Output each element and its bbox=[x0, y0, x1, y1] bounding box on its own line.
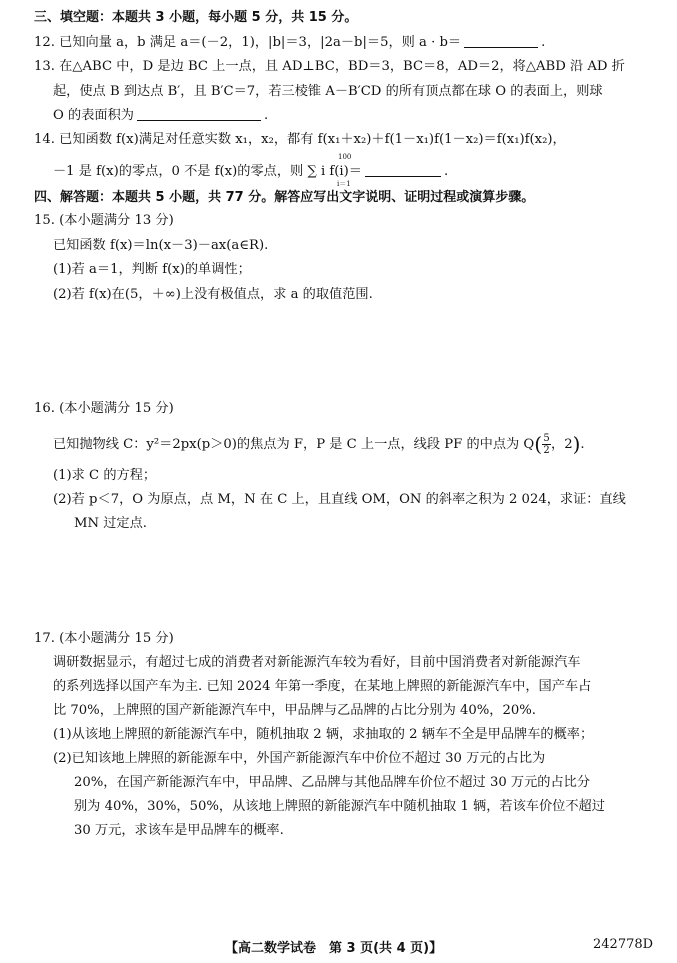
q16-stem-text: 已知抛物线 C：y²＝2px(p＞0)的焦点为 F，P 是 C 上一点，线段 PF 的中点为 Q bbox=[53, 437, 535, 452]
q17-part-2-line-4: 30 万元，求该车是甲品牌车的概率. bbox=[74, 823, 284, 838]
q17-part-2-line-3: 别为 40%，30%，50%，从该地上牌照的新能源汽车中随机抽取 1 辆，若该车价位不超过 bbox=[74, 799, 605, 814]
q14-end: . bbox=[443, 164, 449, 179]
q13-line-3 bbox=[53, 106, 268, 125]
q17-stem-line-3: 比 70%，上牌照的国产新能源汽车中，甲品牌与乙品牌的占比分别为 40%，20%. bbox=[53, 703, 536, 718]
q15-stem: 已知函数 f(x)＝ln(x－3)－ax(a∈R). bbox=[53, 238, 269, 253]
section-header-fill-in: 三、填空题：本题共 3 小题，每小题 5 分，共 15 分。 bbox=[34, 10, 358, 25]
q16-stem bbox=[53, 433, 585, 456]
q17-stem-line-1: 调研数据显示，有超过七成的消费者对新能源汽车较为看好，目前中国消费者对新能源汽车 bbox=[53, 655, 581, 670]
question-12 bbox=[34, 33, 545, 52]
q15-part-2: (2)若 f(x)在(5，＋∞)上没有极值点，求 a 的取值范围. bbox=[53, 287, 373, 302]
q16-title: 16. (本小题满分 15 分) bbox=[34, 401, 174, 416]
q17-stem-line-2: 的系列选择以国产车为主. 已知 2024 年第一季度，在某地上牌照的新能源汽车中，国产车占 bbox=[53, 679, 592, 694]
q16-point-q-tail: ，2 bbox=[551, 437, 573, 452]
q16-fraction-numerator: 5 bbox=[543, 433, 550, 444]
q15-title: 15. (本小题满分 13 分) bbox=[34, 213, 174, 228]
q12-text: 12. 已知向量 a，b 满足 a＝(－2，1)，|b|＝3，|2a－b|＝5，则 a · b＝ bbox=[34, 35, 462, 50]
q12-end: . bbox=[541, 35, 546, 50]
q13-answer-blank[interactable] bbox=[137, 107, 261, 121]
q14-line-2-text: －1 是 f(x)的零点，0 不是 f(x)的零点，则 ∑ i f(i)＝ bbox=[53, 164, 362, 179]
q16-fraction-denominator: 2 bbox=[543, 445, 550, 456]
footer-page-title: 【高二数学试卷 第 3 页(共 4 页)】 bbox=[225, 941, 443, 956]
q17-title: 17. (本小题满分 15 分) bbox=[34, 631, 174, 646]
q13-end: . bbox=[263, 108, 269, 123]
footer-paper-code: 242778D bbox=[593, 937, 654, 952]
q14-answer-blank[interactable] bbox=[365, 163, 441, 177]
q13-line-1: 13. 在△ABC 中，D 是边 BC 上一点，且 AD⊥BC，BD＝3，BC＝8，AD＝2，将△ABD 沿 AD 折 bbox=[34, 59, 625, 74]
q15-part-1: (1)若 a＝1，判断 f(x)的单调性； bbox=[53, 262, 251, 277]
q16-part-2-line-2: MN 过定点. bbox=[74, 516, 147, 531]
q17-part-1: (1)从该地上牌照的新能源汽车中，随机抽取 2 辆，求抽取的 2 辆车不全是甲品牌车的概率； bbox=[53, 727, 594, 742]
q14-line-1: 14. 已知函数 f(x)满足对任意实数 x₁，x₂，都有 f(x₁＋x₂)＋f(1－x₁)f(1－x₂)＝f(x₁)f(x₂)， bbox=[34, 132, 566, 147]
q13-line-3-text: O 的表面积为 bbox=[53, 108, 134, 123]
q13-line-2: 起，使点 B 到达点 B′，且 B′C＝7，若三棱锥 A－B′CD 的所有顶点都在球 O 的表面上，则球 bbox=[53, 84, 603, 99]
q17-part-2-line-2: 20%，在国产新能源汽车中，甲品牌、乙品牌与其他品牌车价位不超过 30 万元的占比分 bbox=[74, 775, 591, 790]
q17-part-2-line-1: (2)已知该地上牌照的新能源车中，外国产新能源汽车中价位不超过 30 万元的占比为 bbox=[53, 751, 546, 766]
q14-line-2 bbox=[53, 162, 448, 181]
q12-answer-blank[interactable] bbox=[464, 34, 538, 48]
q16-part-1: (1)求 C 的方程； bbox=[53, 468, 157, 483]
section-header-solutions: 四、解答题：本题共 5 小题，共 77 分。解答应写出文字说明、证明过程或演算步骤。 bbox=[34, 190, 535, 205]
q14-sum-upper-limit: 100 bbox=[338, 153, 352, 161]
q16-part-2-line-1: (2)若 p＜7，O 为原点，点 M，N 在 C 上，且直线 OM，ON 的斜率之积为 2 024，求证：直线 bbox=[53, 492, 626, 507]
q14-sum-lower-limit: i＝1 bbox=[337, 180, 351, 188]
q16-point-q: ( $\frac{5}{2}$ ，2). bbox=[534, 432, 585, 456]
